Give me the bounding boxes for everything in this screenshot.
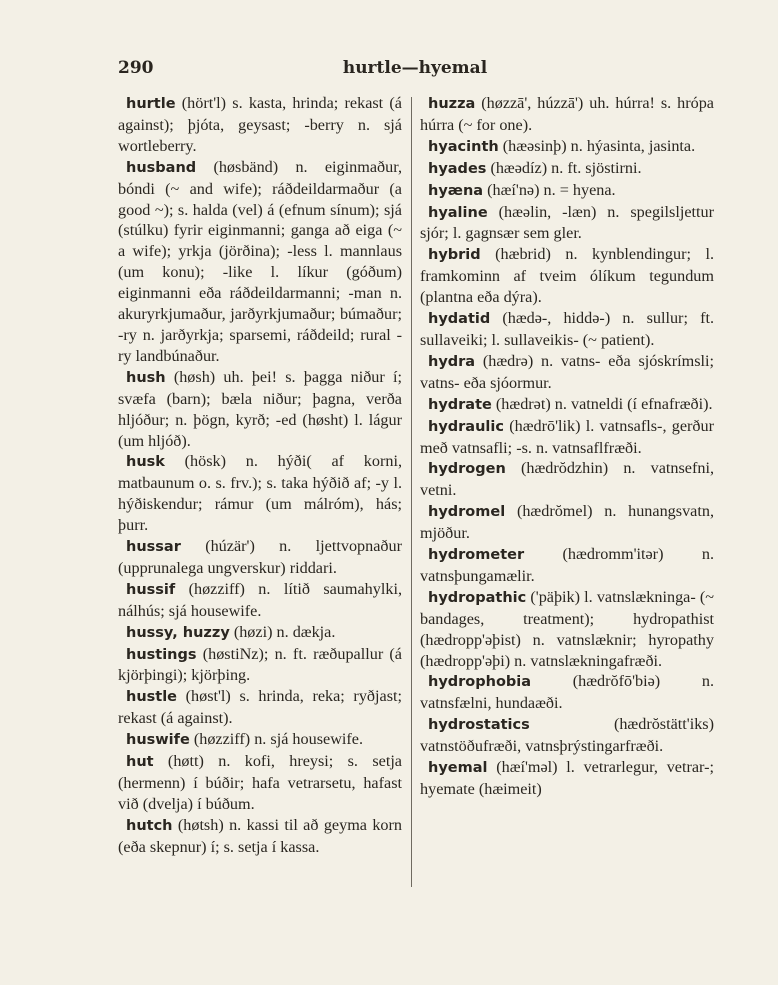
entry-headword: hustle xyxy=(126,689,178,706)
entry-headword: hydrostatics xyxy=(428,717,530,734)
dictionary-entry xyxy=(118,815,402,858)
entry-headword: hyacinth xyxy=(428,138,499,155)
entry-headword: hydromel xyxy=(428,504,506,521)
dictionary-entry xyxy=(420,501,714,544)
entry-headword: hyemal xyxy=(428,760,488,777)
entry-definition: (høsh) uh. þei! s. þagga niður í; svæfa (barn); bæla niður; þagna, verða hljóður; n. þögn, kyrð; -ed (høsht) l. lágur (um hljóð). xyxy=(118,367,402,450)
entry-headword: hydrophobia xyxy=(428,674,532,691)
entry-definition: (høtsh) n. kassi til að geyma korn (eða skepnur) í; s. setja í kassa. xyxy=(118,815,402,856)
entry-definition: (hædrŏmel) n. hunangsvatn, mjöður. xyxy=(420,502,714,543)
dictionary-entry xyxy=(118,686,402,729)
dictionary-entry xyxy=(420,757,714,800)
dictionary-entry xyxy=(420,416,714,459)
dictionary-entry xyxy=(420,587,714,672)
dictionary-entry xyxy=(420,158,714,180)
entry-headword: hyades xyxy=(428,160,487,177)
dictionary-entry xyxy=(118,622,402,644)
entry-definition: (høzzā', húzzā') uh. húrra! s. hrópa húrra (~ for one). xyxy=(420,94,714,134)
running-title: hurtle—hyemal xyxy=(342,58,488,78)
dictionary-entry xyxy=(420,458,714,501)
dictionary-entry xyxy=(118,157,402,367)
dictionary-entry xyxy=(420,351,714,394)
entry-definition: (hædrō'lik) l. vatnsafls-, gerður með vatnsafli; -s. n. vatnsaflfræði. xyxy=(420,416,714,457)
entry-headword: hyæna xyxy=(428,182,484,199)
entry-definition: (høzi) n. dækja. xyxy=(229,622,336,641)
dictionary-entry xyxy=(118,644,402,687)
entry-definition: (hæəsinþ) n. hýasinta, jasinta. xyxy=(498,136,696,155)
entry-headword: hydrogen xyxy=(428,461,506,478)
entry-definition: (hædrət) n. vatneldi (í efnafræði). xyxy=(491,394,713,413)
dictionary-entry xyxy=(118,367,402,452)
entry-definition: ('päþik) l. vatnslækninga- (~ bandages, treatment); hydropathist (hædropp'əþist) n. vatnslæknir; hyropathy (hædropp'əþi) n. vatnslækningafræði. xyxy=(420,587,714,670)
entry-headword: hydraulic xyxy=(428,418,504,435)
entry-headword: hyaline xyxy=(428,204,488,221)
entry-definition: (hædromm'itər) n. vatnsþungamælir. xyxy=(420,545,714,585)
dictionary-entry xyxy=(420,394,714,416)
dictionary-entry xyxy=(118,536,402,579)
dictionary-entry xyxy=(420,136,714,158)
entry-headword: hydra xyxy=(428,353,476,370)
dictionary-entry xyxy=(118,93,402,157)
entry-headword: husband xyxy=(126,159,197,176)
dictionary-entry xyxy=(118,729,402,751)
dictionary-entry xyxy=(420,180,714,202)
entry-headword: hussy, huzzy xyxy=(126,624,230,641)
left-column xyxy=(118,93,402,858)
entry-headword: hybrid xyxy=(428,247,481,264)
entry-headword: hussar xyxy=(126,539,181,556)
entry-definition: (hæí'məl) l. vetrarlegur, vetrar-; hyemate (hæimeit) xyxy=(420,758,714,798)
column-divider xyxy=(411,97,412,887)
entry-definition: (hædrŏdzhin) n. vatnsefni, vetni. xyxy=(420,459,714,500)
entry-headword: hydropathic xyxy=(428,589,527,606)
right-column xyxy=(420,93,714,800)
entry-definition: (hösk) n. hýði( af korni, matbaunum o. s. frv.); s. taka hýðið af; -y l. hýðiskendur; rámur (um málróm), hás; þurr. xyxy=(118,452,402,535)
entry-definition: (høtt) n. kofi, hreysi; s. setja (hermenn) í búðir; hafa vetrarsetu, hafast við (dvelja) í búðum. xyxy=(118,752,402,813)
dictionary-entry xyxy=(420,244,714,308)
entry-headword: hydrate xyxy=(428,396,492,413)
entry-definition: (hæədíz) n. ft. sjöstirni. xyxy=(486,158,642,177)
entry-headword: hustings xyxy=(126,646,197,663)
dictionary-entry xyxy=(420,93,714,136)
entry-definition: (høst'l) s. hrinda, reka; ryðjast; rekast (á against). xyxy=(118,687,402,728)
dictionary-entry xyxy=(420,202,714,245)
entry-definition: (høsbänd) n. eiginmaður, bóndi (~ and wife); ráðdeildarmaður (a good ~); s. halda (vel) á (efnum sínum); sjá (stúlku) fyrir eiginmanni; ganga að eiga (~ a wife); yrkja (jörðina); -less l. mannlaus (um konu); -like l. líkur (góðum) eiginmanni eða ráðdeildarmanni; -man n. akuryrkjumaður, jarðyrkjumaður; búmaður; -ry n. jarðyrkja; sparsemi, ráðdeild; rural -ry landbúnaður. xyxy=(118,157,402,365)
dictionary-entry xyxy=(420,671,714,714)
entry-definition: (høzziff) n. sjá housewife. xyxy=(189,730,364,749)
dictionary-entry xyxy=(420,714,714,757)
entry-headword: husk xyxy=(126,454,165,471)
entry-headword: hydrometer xyxy=(428,547,525,564)
entry-headword: hurtle xyxy=(126,96,176,112)
dictionary-entry xyxy=(420,544,714,587)
entry-headword: hussif xyxy=(126,581,176,598)
entry-headword: hydatid xyxy=(428,311,491,328)
entry-headword: huswife xyxy=(126,732,190,749)
dictionary-entry xyxy=(118,451,402,536)
entry-definition: (hædə-, hiddə-) n. sullur; ft. sullaveiki; l. sullaveikis- (~ patient). xyxy=(420,309,714,349)
entry-headword: hutch xyxy=(126,817,173,834)
entry-headword: huzza xyxy=(428,96,476,112)
page-number: 290 xyxy=(118,58,154,78)
entry-definition: (hæí'nə) n. = hyena. xyxy=(483,180,616,199)
entry-definition: (hæəlin, -læn) n. spegilsljettur sjór; l. gagnsær sem gler. xyxy=(420,202,714,243)
entry-definition: (hædrə) n. vatns- eða sjóskrímsli; vatns- eða sjóormur. xyxy=(420,351,714,392)
dictionary-entry xyxy=(118,751,402,815)
page-header xyxy=(118,58,712,84)
entry-definition: (høstiNz); n. ft. ræðupallur (á kjörþingi); kjörþing. xyxy=(118,644,402,685)
dictionary-entry xyxy=(118,579,402,622)
entry-headword: hush xyxy=(126,369,166,386)
entry-definition: (hædrŏstätt'iks) vatnstöðufræði, vatnsþrýstingarfræði. xyxy=(420,715,714,756)
entry-definition: (hædrŏfō'biə) n. vatnsfælni, hundaæði. xyxy=(420,672,714,713)
entry-definition: (hört'l) s. kasta, hrinda; rekast (á against); þjóta, geysast; -berry n. sjá wortleberry. xyxy=(118,94,402,155)
entry-definition: (høzziff) n. lítið saumahylki, nálhús; sjá housewife. xyxy=(118,579,402,620)
entry-definition: (hæbrid) n. kynblendingur; l. framkominn af tveim ólíkum tegundum (plantna eða dýra). xyxy=(420,245,714,307)
dictionary-entry xyxy=(420,308,714,351)
entry-headword: hut xyxy=(126,754,154,771)
entry-definition: (húzär') n. ljettvopnaður (upprunalega ungverskur) riddari. xyxy=(118,537,402,577)
